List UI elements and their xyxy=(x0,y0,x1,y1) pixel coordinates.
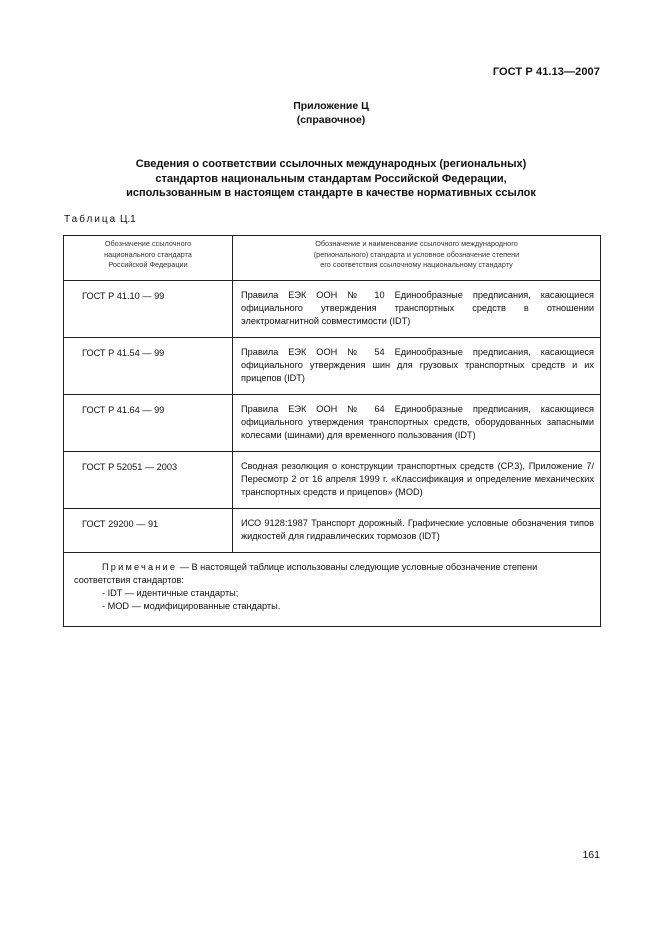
header-cell-national-standard xyxy=(64,236,233,281)
table-row xyxy=(64,508,601,552)
page-number: 161 xyxy=(582,849,600,861)
table-row xyxy=(64,451,601,508)
note-list-item: - IDT — идентичные стандарты; xyxy=(102,587,239,598)
appendix-subtitle: (справочное) xyxy=(296,114,366,126)
appendix-heading xyxy=(0,99,662,127)
note-list-item: - MOD — модифицированные стандарты. xyxy=(102,600,281,611)
note-text: — В настоящей таблице использованы следующие условные обозначение степени соответствия стандартов: xyxy=(74,561,538,585)
standard-description: Правила ЕЭК ООН № 54 Единообразные предписания, касающиеся официального утверждения шин для грузовых транспортных средств и их прицепов (IDT) xyxy=(233,337,601,394)
standard-description: Правила ЕЭК ООН № 10 Единообразные предписания, касающиеся официального утверждения транспортных средств в отношении электромагнитной совместимости (IDT) xyxy=(233,280,601,337)
header-line: его соответствия ссылочному национальному стандарту xyxy=(320,260,513,269)
table-label xyxy=(64,214,136,225)
standard-code: ГОСТ 29200 — 91 xyxy=(64,508,233,552)
standard-code: ГОСТ Р 52051 — 2003 xyxy=(64,451,233,508)
header-line: Российской Федерации xyxy=(108,260,188,269)
standard-description: Правила ЕЭК ООН № 64 Единообразные предписания, касающиеся официального утверждения транспортных средств, оборудованных запасными колесами (шинами) для временного пользования (IDT) xyxy=(233,394,601,451)
header-line: Обозначение ссылочного xyxy=(104,239,192,248)
table-note xyxy=(64,552,601,626)
title-line: использованным в настоящем стандарте в качестве нормативных ссылок xyxy=(126,187,536,199)
title-line: Сведения о соответствии ссылочных международных (региональных) xyxy=(135,158,527,170)
header-line: (регионального) стандарта и условное обозначение степени xyxy=(313,249,520,259)
standard-code: ГОСТ Р 41.10 — 99 xyxy=(64,280,233,337)
table-row xyxy=(64,337,601,394)
note-paragraph xyxy=(74,561,594,587)
table-label-number: Ц.1 xyxy=(120,214,136,225)
table-row xyxy=(64,394,601,451)
table-row xyxy=(64,280,601,337)
header-line: национального стандарта xyxy=(104,249,192,259)
document-code: ГОСТ Р 41.13—2007 xyxy=(492,66,600,78)
table-header-row xyxy=(64,236,601,281)
appendix-title: Приложение Ц xyxy=(293,100,369,112)
header-line: Обозначение и наименование ссылочного международного xyxy=(315,239,518,248)
standard-description: Сводная резолюция о конструкции транспортных средств (СР.3), Приложение 7/Пересмотр 2 от 16 апреля 1999 г. «Классификация и определение механических транспортных средств и прицепов» (MOD) xyxy=(233,451,601,508)
standard-code: ГОСТ Р 41.64 — 99 xyxy=(64,394,233,451)
table-label-word: Таблица xyxy=(64,214,118,225)
title-line: стандартов национальным стандартам Российской Федерации, xyxy=(155,172,507,185)
note-label: Примечание xyxy=(102,561,178,572)
standards-table xyxy=(63,235,601,627)
header-cell-international-standard xyxy=(233,236,601,281)
standard-code: ГОСТ Р 41.54 — 99 xyxy=(64,337,233,394)
table-note-row xyxy=(64,552,601,626)
section-title xyxy=(60,157,602,201)
standard-description: ИСО 9128:1987 Транспорт дорожный. Графические условные обозначения типов жидкостей для гидравлических тормозов (IDT) xyxy=(233,508,601,552)
